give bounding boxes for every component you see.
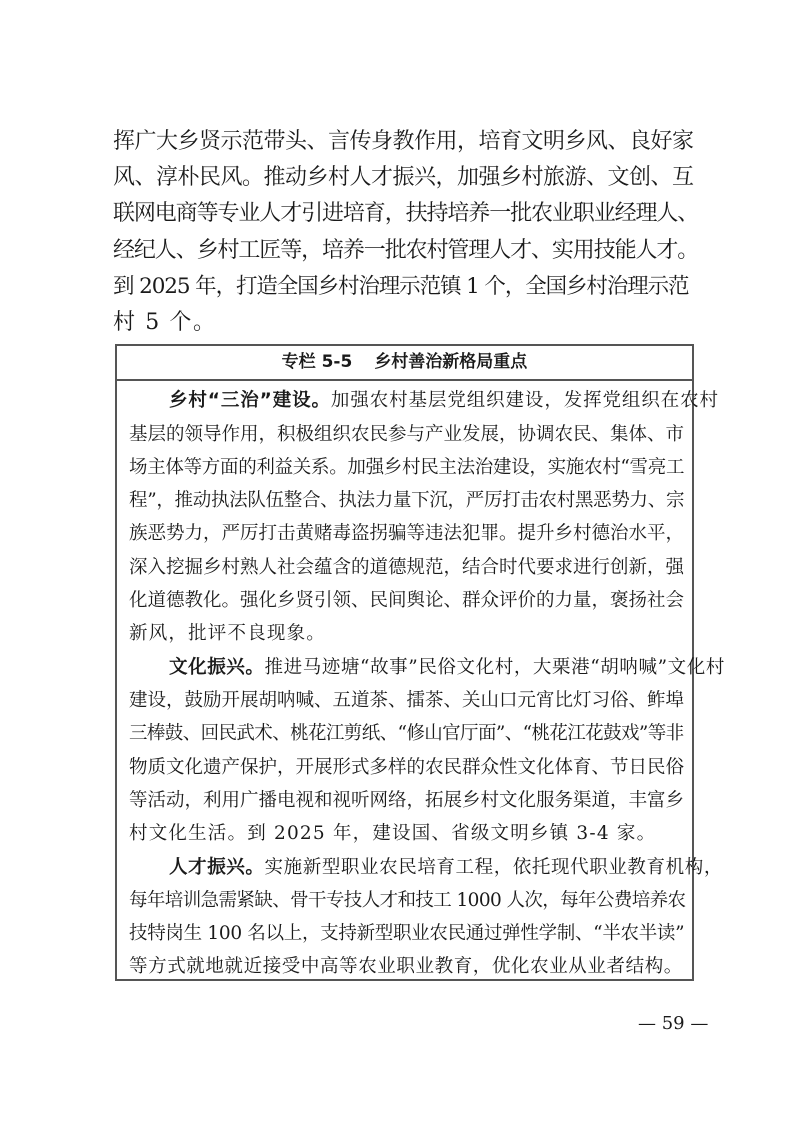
- section-line: 等活动，利用广播电视和视听网络，拓展乡村文化服务渠道，丰富乡: [129, 790, 685, 811]
- box-title-text: 乡村善治新格局重点: [374, 352, 528, 372]
- section-text: 加强农村基层党组织建设，发挥党组织在农村: [330, 390, 719, 411]
- intro-line: 到 2025 年，打造全国乡村治理示范镇 1 个，全国乡村治理示范: [113, 274, 689, 299]
- section-line: 新风，批评不良现象。: [129, 623, 327, 644]
- box-number: 专栏 5-5: [281, 352, 353, 372]
- section-text: 推进马迹塘“故事”民俗文化村，大栗港“胡呐喊”文化村: [264, 657, 725, 678]
- section-line: 族恶势力，严厉打击黄赌毒盗拐骗等违法犯罪。提升乡村德治水平，: [129, 523, 685, 544]
- section-line: 场主体等方面的利益关系。加强乡村民主法治建设，实施农村“雪亮工: [129, 457, 685, 478]
- section-line: 技特岗生 100 名以上，支持新型职业农民通过弹性学制、“半农半读”: [129, 923, 685, 944]
- section-line: 每年培训急需紧缺、骨干专技人才和技工 1000 人次，每年公费培养农: [129, 890, 686, 911]
- section-line: 基层的领导作用，积极组织农民参与产业发展，协调农民、集体、市: [129, 424, 685, 445]
- section-heading: 人才振兴。: [169, 857, 265, 878]
- page-number: — 59 —: [638, 1013, 709, 1034]
- intro-line: 联网电商等专业人才引进培育，扶持培养一批农业职业经理人、: [113, 201, 699, 226]
- section-heading: 乡村“三治”建设。: [169, 390, 331, 411]
- section-line: 程”，推动执法队伍整合、执法力量下沉，严厉打击农村黑恶势力、宗: [129, 490, 685, 511]
- box-title: [117, 346, 692, 381]
- section-first-line: [129, 389, 725, 413]
- special-column-box: [115, 344, 725, 981]
- section-first-line: [129, 656, 725, 680]
- section-first-line: [129, 856, 725, 880]
- section-line: 化道德教化。强化乡贤引领、民间舆论、群众评价的力量，褒扬社会: [129, 590, 685, 611]
- intro-line: 风、淳朴民风。推动乡村人才振兴，加强乡村旅游、文创、互: [113, 165, 694, 190]
- intro-line: 经纪人、乡村工匠等，培养一批农村管理人才、实用技能人才。: [113, 238, 699, 263]
- intro-line: 挥广大乡贤示范带头、言传身教作用，培育文明乡风、良好家: [113, 129, 694, 154]
- section-line: 村文化生活。到 2025 年，建设国、省级文明乡镇 3-4 家。: [129, 823, 657, 844]
- section-line: 建设，鼓励开展胡呐喊、五道茶、擂茶、关山口元宵比灯习俗、鲊埠: [129, 690, 685, 711]
- section-line: 三棒鼓、回民武术、桃花江剪纸、“修山官厅面”、“桃花江花鼓戏”等非: [129, 723, 684, 744]
- section-line: 等方式就地就近接受中高等农业职业教育，优化农业从业者结构。: [129, 956, 683, 977]
- section-line: 物质文化遗产保护，开展形式多样的农民群众性文化体育、节日民俗: [129, 757, 685, 778]
- intro-line: 村 5 个。: [113, 310, 217, 335]
- section-text: 实施新型职业农民培育工程，依托现代职业教育机构，: [264, 857, 723, 878]
- section-heading: 文化振兴。: [169, 657, 265, 678]
- section-line: 深入挖掘乡村熟人社会蕴含的道德规范，结合时代要求进行创新，强: [129, 557, 685, 578]
